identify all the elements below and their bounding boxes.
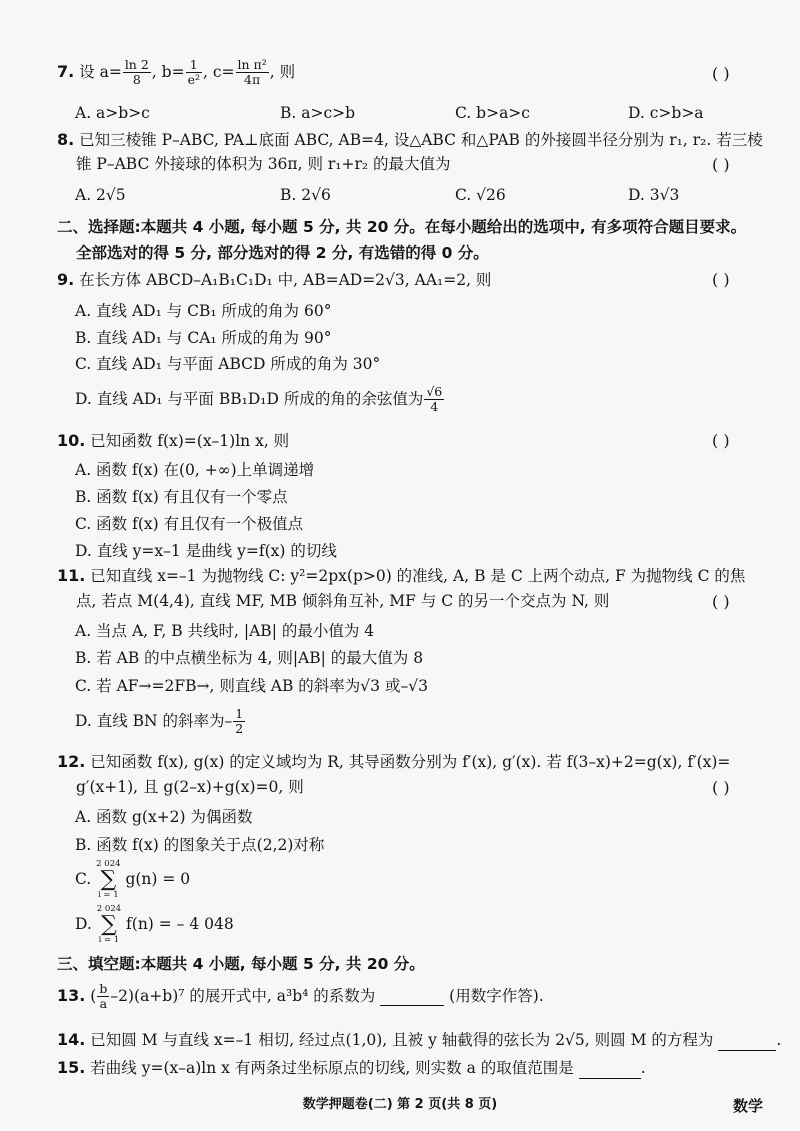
q12-number: 12.	[57, 752, 86, 771]
q9-option-b: B. 直线 AD₁ 与 CA₁ 所成的角为 90°	[75, 329, 332, 347]
q7-stem: 7. 设 a= $\frac{\ln 2}{8}$ , b= $\frac{1}{\text{e²}}$ , c= $\frac{\text{ln π²}}{4\pi}$ , 则	[57, 57, 296, 88]
q15-answer-blank[interactable]	[579, 1059, 641, 1079]
q15-stem: 15. 若曲线 y=(x–a)ln x 有两条过坐标原点的切线, 则实数 a 的取值范围是 .	[57, 1058, 646, 1077]
section3-heading: 三、填空题:本题共 4 小题, 每小题 5 分, 共 20 分。	[57, 955, 425, 973]
section2-heading-line2: 全部选对的得 5 分, 部分选对的得 2 分, 有选错的得 0 分。	[76, 244, 489, 262]
q12-answer-paren: ( )	[712, 778, 730, 797]
q10-option-c: C. 函数 f(x) 有且仅有一个极值点	[75, 515, 304, 533]
q13-number: 13.	[57, 985, 86, 1005]
q14-number: 14.	[57, 1030, 86, 1049]
q9-option-c: C. 直线 AD₁ 与平面 ABCD 所成的角为 30°	[75, 355, 381, 373]
q8-option-b: B. 2√6	[280, 186, 331, 204]
q10-option-b: B. 函数 f(x) 有且仅有一个零点	[75, 488, 288, 506]
q13-fraction: $\frac{b}{a}$	[99, 981, 108, 1012]
q7-b-fraction: $\frac{1}{\text{e²}}$	[187, 57, 200, 88]
q12-option-d: D. 2 024 ∑ i = 1 f(n) = – 4 048	[75, 904, 234, 945]
q11-option-a: A. 当点 A, F, B 共线时, |AB| 的最小值为 4	[75, 622, 375, 640]
q8-option-a: A. 2√5	[75, 186, 126, 204]
q9-option-a: A. 直线 AD₁ 与 CB₁ 所成的角为 60°	[75, 302, 332, 320]
q9-stem: 9. 在长方体 ABCD–A₁B₁C₁D₁ 中, AB=AD=2√3, AA₁=2, 则	[57, 270, 492, 289]
q11-line2: 点, 若点 M(4,4), 直线 MF, MB 倾斜角互补, MF 与 C 的另一个交点为 N, 则	[76, 592, 610, 610]
q12-option-a: A. 函数 g(x+2) 为偶函数	[75, 808, 253, 826]
q12-line2: g′(x+1), 且 g(2–x)+g(x)=0, 则	[76, 778, 304, 796]
q7-number: 7.	[57, 61, 75, 81]
q7-option-c: C. b>a>c	[455, 104, 530, 122]
q12-option-c: C. 2 024 ∑ i = 1 g(n) = 0	[75, 859, 191, 900]
q7-option-b: B. a>c>b	[280, 104, 356, 122]
subject-brand: 数学	[733, 1097, 764, 1115]
q11-answer-paren: ( )	[712, 592, 730, 611]
q11-option-b: B. 若 AB 的中点横坐标为 4, 则|AB| 的最大值为 8	[75, 649, 424, 667]
q8-number: 8.	[57, 130, 75, 149]
q7-c-fraction: $\frac{\text{ln π²}}{4\pi}$	[237, 57, 267, 88]
q9-option-d: D. 直线 AD₁ 与平面 BB₁D₁D 所成的角的余弦值为 $\frac{√6}{4}$	[75, 384, 443, 415]
q12-optd-sigma: 2 024 ∑ i = 1	[96, 904, 122, 945]
q10-option-d: D. 直线 y=x–1 是曲线 y=f(x) 的切线	[75, 542, 337, 560]
q7-option-d: D. c>b>a	[628, 104, 704, 122]
q10-option-a: A. 函数 f(x) 在(0, +∞)上单调递增	[75, 461, 315, 479]
q11-optd-fraction: $\frac{1}{2}$	[235, 706, 244, 737]
page-footer: 数学押题卷(二) 第 2 页(共 8 页)	[302, 1097, 498, 1112]
q15-number: 15.	[57, 1058, 86, 1077]
q13-answer-blank[interactable]	[380, 987, 444, 1007]
q11-line1: 11. 已知直线 x=–1 为抛物线 C: y²=2px(p>0) 的准线, A, B 是 C 上两个动点, F 为抛物线 C 的焦	[57, 566, 746, 585]
q8-option-d: D. 3√3	[628, 186, 680, 204]
q8-option-c: C. √26	[455, 186, 506, 204]
q10-stem: 10. 已知函数 f(x)=(x–1)ln x, 则	[57, 431, 290, 450]
q9-number: 9.	[57, 270, 75, 289]
q12-optc-sigma: 2 024 ∑ i = 1	[96, 859, 121, 900]
q11-option-d: D. 直线 BN 的斜率为– $\frac{1}{2}$	[75, 706, 244, 737]
q14-answer-blank[interactable]	[718, 1031, 776, 1051]
q12-line1: 12. 已知函数 f(x), g(x) 的定义域均为 R, 其导函数分别为 f′(x), g′(x). 若 f(3–x)+2=g(x), f′(x)=	[57, 752, 731, 771]
q12-option-b: B. 函数 f(x) 的图象关于点(2,2)对称	[75, 836, 325, 854]
q10-number: 10.	[57, 431, 86, 450]
q7-answer-paren: ( )	[712, 64, 730, 83]
q7-a-fraction: $\frac{\ln 2}{8}$	[124, 57, 149, 88]
q11-option-c: C. 若 AF→=2FB→, 则直线 AB 的斜率为√3 或–√3	[75, 677, 428, 695]
q8-line1: 8. 已知三棱锥 P–ABC, PA⊥底面 ABC, AB=4, 设△ABC 和△PAB 的外接圆半径分别为 r₁, r₂. 若三棱	[57, 130, 763, 149]
q10-answer-paren: ( )	[712, 431, 730, 450]
section2-heading: 二、选择题:本题共 4 小题, 每小题 5 分, 共 20 分。在每小题给出的选项中, 有多项符合题目要求。	[57, 218, 747, 236]
q13-stem: 13. ( $\frac{b}{a}$ –2)(a+b)⁷ 的展开式中, a³b⁴ 的系数为 (用数字作答).	[57, 981, 544, 1012]
q7-option-a: A. a>b>c	[75, 104, 150, 122]
q8-line2: 锥 P–ABC 外接球的体积为 36π, 则 r₁+r₂ 的最大值为	[76, 155, 451, 173]
q11-number: 11.	[57, 566, 86, 585]
q8-answer-paren: ( )	[712, 155, 730, 174]
q14-stem: 14. 已知圆 M 与直线 x=–1 相切, 经过点(1,0), 且被 y 轴截得的弦长为 2√5, 则圆 M 的方程为 .	[57, 1030, 782, 1049]
q9-optd-fraction: $\frac{√6}{4}$	[426, 384, 443, 415]
q9-answer-paren: ( )	[712, 270, 730, 289]
